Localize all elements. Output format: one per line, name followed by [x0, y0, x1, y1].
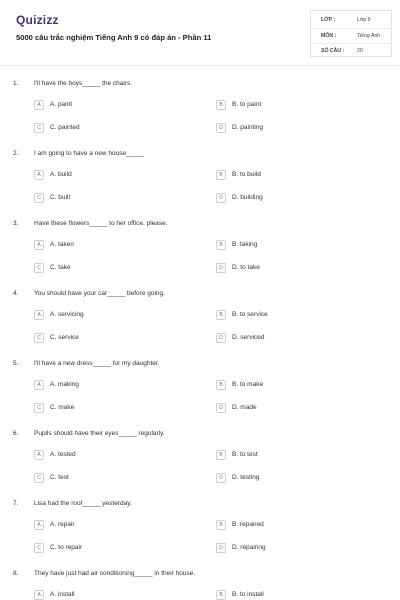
option-key: A: [34, 450, 44, 460]
option-key: D: [216, 473, 226, 483]
option-key: B: [216, 310, 226, 320]
option-key: D: [216, 263, 226, 273]
option-key: B: [216, 590, 226, 600]
quizizz-logo: Quizizz: [16, 13, 59, 27]
meta-row-class: [311, 13, 393, 27]
option-text: B. to service: [232, 311, 268, 318]
option-key: B: [216, 520, 226, 530]
question-text: I'll have a new dress_____ for my daughter.: [34, 360, 160, 367]
question-7: [0, 500, 400, 570]
worksheet-header: [0, 0, 400, 66]
question-text: Pupils should have their eyes_____ regularly.: [34, 430, 165, 437]
meta-row-count: [311, 43, 393, 57]
question-2: [0, 150, 400, 220]
option-text: D. testing: [232, 474, 260, 481]
question-number: 2.: [13, 150, 19, 157]
option-key: C: [34, 123, 44, 133]
option-text: B. to make: [232, 381, 264, 388]
option-text: C. service: [50, 334, 79, 341]
option-key: A: [34, 380, 44, 390]
option-key: A: [34, 310, 44, 320]
question-number: 3.: [13, 220, 19, 227]
option-text: B. to install: [232, 591, 264, 598]
option-text: C. to repair: [50, 544, 83, 551]
option-text: A. making: [50, 381, 79, 388]
meta-label: SỐ CÂU :: [321, 48, 345, 54]
option-text: C. take: [50, 264, 71, 271]
option-key: C: [34, 473, 44, 483]
option-text: B. to test: [232, 451, 258, 458]
question-number: 6.: [13, 430, 19, 437]
option-key: B: [216, 100, 226, 110]
option-key: A: [34, 170, 44, 180]
option-key: C: [34, 333, 44, 343]
option-key: C: [34, 543, 44, 553]
option-key: C: [34, 193, 44, 203]
meta-value: Tiếng Anh: [357, 33, 381, 39]
option-text: D. serviced: [232, 334, 265, 341]
meta-label: MÔN :: [321, 33, 337, 39]
option-text: D. painting: [232, 124, 264, 131]
option-text: A. taken: [50, 241, 74, 248]
question-text: Lisa had the roof_____ yesterday.: [34, 500, 132, 507]
question-text: I am going to have a new house_____: [34, 150, 145, 157]
option-text: B. repaired: [232, 521, 264, 528]
question-number: 1.: [13, 80, 19, 87]
option-text: D. made: [232, 404, 257, 411]
option-key: C: [34, 263, 44, 273]
option-text: D. repairing: [232, 544, 266, 551]
option-text: B. to paint: [232, 101, 262, 108]
option-text: B. taking: [232, 241, 258, 248]
option-text: D. to take: [232, 264, 260, 271]
question-number: 7.: [13, 500, 19, 507]
option-key: A: [34, 240, 44, 250]
question-text: Have these flowers_____ to her office, please.: [34, 220, 168, 227]
option-text: D. building: [232, 194, 263, 201]
option-key: D: [216, 123, 226, 133]
question-4: [0, 290, 400, 360]
option-text: A. servicing: [50, 311, 84, 318]
question-5: [0, 360, 400, 430]
option-key: C: [34, 403, 44, 413]
option-key: A: [34, 100, 44, 110]
option-key: B: [216, 240, 226, 250]
option-text: B. to build: [232, 171, 261, 178]
option-key: A: [34, 590, 44, 600]
question-text: You should have your car_____ before going.: [34, 290, 165, 297]
option-key: D: [216, 543, 226, 553]
question-8: [0, 570, 400, 600]
question-1: [0, 80, 400, 150]
meta-box: [310, 10, 392, 57]
option-key: A: [34, 520, 44, 530]
option-key: B: [216, 380, 226, 390]
question-number: 8.: [13, 570, 19, 577]
question-number: 5.: [13, 360, 19, 367]
option-key: D: [216, 333, 226, 343]
option-text: A. build: [50, 171, 72, 178]
question-3: [0, 220, 400, 290]
question-text: They have just had air conditioning_____ in their house.: [34, 570, 196, 577]
option-text: A. tested: [50, 451, 76, 458]
option-text: A. install: [50, 591, 75, 598]
option-text: A. paint: [50, 101, 73, 108]
option-text: C. painted: [50, 124, 80, 131]
option-text: C. built: [50, 194, 71, 201]
option-key: B: [216, 450, 226, 460]
meta-value: Lớp 9: [357, 17, 371, 23]
option-text: C. make: [50, 404, 75, 411]
meta-value: 20: [357, 48, 363, 54]
question-6: [0, 430, 400, 500]
option-text: A. repair: [50, 521, 75, 528]
option-key: D: [216, 403, 226, 413]
question-number: 4.: [13, 290, 19, 297]
meta-row-subject: [311, 28, 393, 42]
question-text: I'll have the boys_____ the chairs.: [34, 80, 133, 87]
option-text: C. test: [50, 474, 69, 481]
option-key: D: [216, 193, 226, 203]
worksheet-title: 5000 câu trắc nghiệm Tiếng Anh 9 có đáp án - Phần 11: [16, 33, 212, 42]
meta-label: LỚP :: [321, 17, 336, 23]
option-key: B: [216, 170, 226, 180]
